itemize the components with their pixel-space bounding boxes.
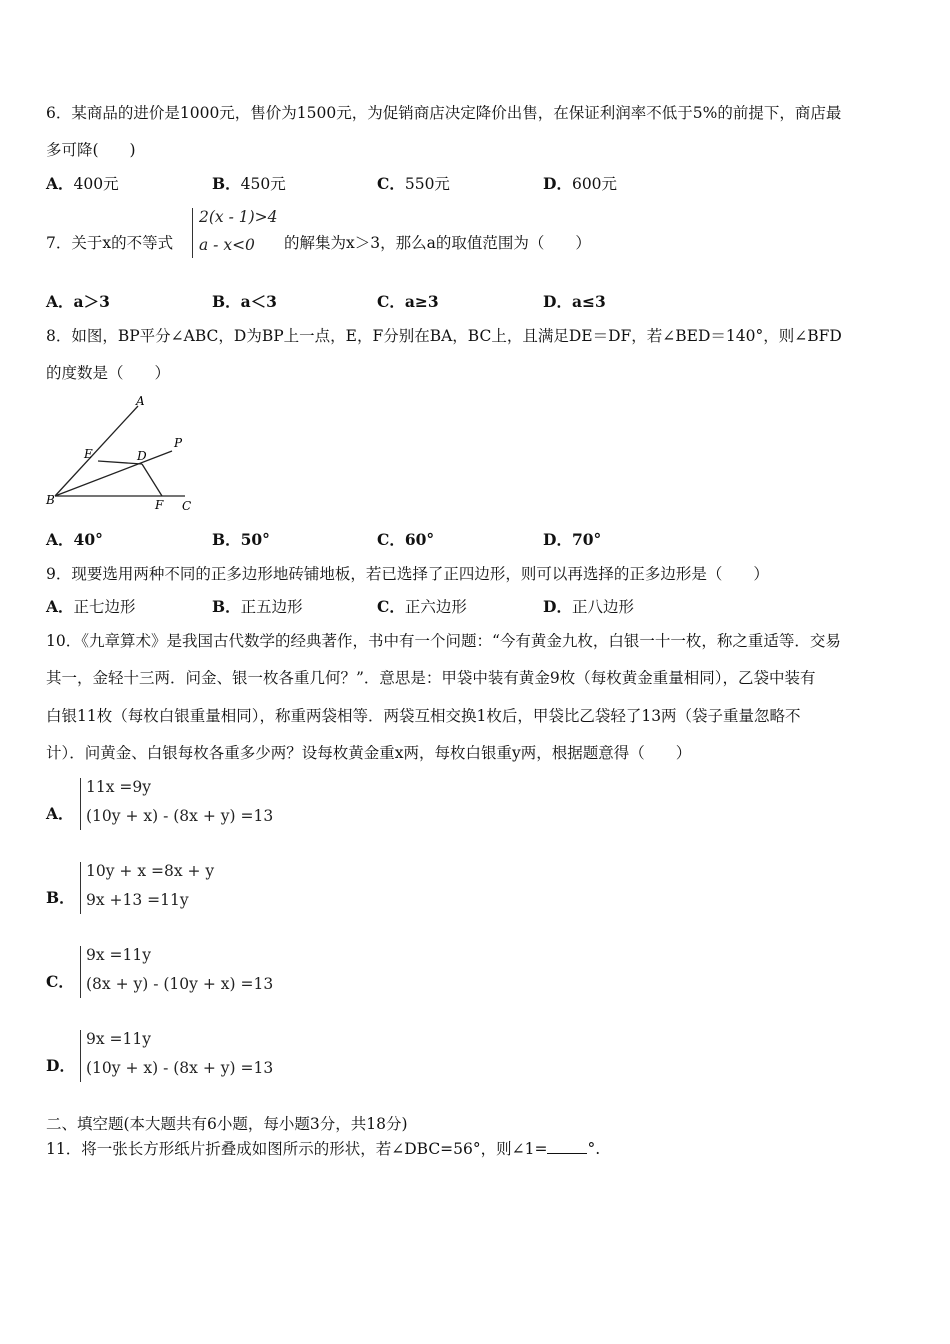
q8-geometry-figure xyxy=(40,392,200,516)
q7-option-a: A．a＞3 xyxy=(46,292,110,311)
q9-option-a: A．正七边形 xyxy=(46,597,136,616)
section2-heading: 二、填空题(本大题共有6小题，每小题3分，共18分) xyxy=(46,1115,408,1133)
q7-option-b: B．a＜3 xyxy=(212,292,277,311)
q7-sys-row1: 2(x - 1)>4 xyxy=(199,208,278,226)
label-e: E xyxy=(84,447,93,461)
segment-ed xyxy=(98,461,142,464)
q10-line4: 计）．问黄金、白银每枚各重多少两？设每枚黄金重x两，每枚白银重y两，根据题意得（ ） xyxy=(46,744,692,762)
q9-line1: 9．现要选用两种不同的正多边形地砖铺地板，若已选择了正四边形，则可以再选择的正多边形是（ ） xyxy=(46,565,769,583)
q9-option-c: C．正六边形 xyxy=(377,597,467,616)
label-d: D xyxy=(137,449,147,463)
q6-line1: 6．某商品的进价是1000元，售价为1500元，为促销商店决定降价出售，在保证利润率不低于5%的前提下，商店最 xyxy=(46,104,842,122)
q10-option-c-row2: (8x + y) - (10y + x) =13 xyxy=(86,975,274,993)
q10-option-c-row1: 9x =11y xyxy=(86,946,151,964)
q6-option-d: D．600元 xyxy=(543,174,618,193)
q10-option-a-brace xyxy=(80,778,81,830)
q8-option-d: D．70° xyxy=(543,530,602,549)
q10-option-a-row1: 11x =9y xyxy=(86,778,151,796)
q8-option-b: B．50° xyxy=(212,530,270,549)
label-f: F xyxy=(155,498,164,512)
q11-text: 11．将一张长方形纸片折叠成如图所示的形状，若∠DBC=56°，则∠1= xyxy=(46,1140,548,1158)
q10-option-d-system xyxy=(80,1028,300,1084)
q10-line3: 白银11枚（每枚白银重量相同），称重两袋相等．两袋互相交换1枚后，甲袋比乙袋轻了13两（袋子重量忽略不 xyxy=(46,707,801,725)
q10-option-a-row2: (10y + x) - (8x + y) =13 xyxy=(86,807,274,825)
q8-line1: 8．如图，BP平分∠ABC，D为BP上一点，E，F分别在BA，BC上，且满足DE＝DF，若∠BED＝140°，则∠BFD xyxy=(46,327,842,345)
q10-option-c-label: C． xyxy=(46,972,74,991)
q10-option-b-row2: 9x +13 =11y xyxy=(86,891,189,909)
q11-line xyxy=(46,1139,600,1159)
q6-option-a: A．400元 xyxy=(46,174,119,193)
q9-option-d: D．正八边形 xyxy=(543,597,634,616)
q6-line2: 多可降( ) xyxy=(46,141,136,159)
q8-option-c: C．60° xyxy=(377,530,435,549)
ray-ba xyxy=(55,406,138,496)
ray-bp xyxy=(55,451,172,496)
q10-option-c-brace xyxy=(80,946,81,998)
q9-option-b: B．正五边形 xyxy=(212,597,303,616)
q10-option-a-label: A． xyxy=(46,804,74,823)
q7-suffix: 的解集为x＞3，那么a的取值范围为（ ） xyxy=(284,234,591,252)
q10-option-d-label: D． xyxy=(46,1056,75,1075)
q6-option-c: C．550元 xyxy=(377,174,450,193)
q10-line2: 其一，金轻十三两．问金、银一枚各重几何？”．意思是：甲袋中装有黄金9枚（每枚黄金重量相同），乙袋中装有 xyxy=(46,669,816,687)
q8-option-a: A．40° xyxy=(46,530,103,549)
q10-option-b-system xyxy=(80,860,300,916)
q11-answer-blank[interactable] xyxy=(547,1139,587,1154)
q10-option-b-row1: 10y + x =8x + y xyxy=(86,862,215,880)
q10-line1: 10．《九章算术》是我国古代数学的经典著作，书中有一个问题：“今有黄金九枚，白银一十一枚，称之重适等．交易 xyxy=(46,632,841,650)
q10-option-a-system xyxy=(80,776,300,832)
label-c: C xyxy=(182,499,192,513)
label-p: P xyxy=(174,436,183,450)
q11-tail: °. xyxy=(587,1140,601,1158)
label-a: A xyxy=(136,394,145,408)
q7-prefix: 7．关于x的不等式 xyxy=(46,234,174,252)
q8-line2: 的度数是（ ） xyxy=(46,364,171,382)
q7-sys-row2: a - x<0 xyxy=(199,236,255,254)
q7-brace xyxy=(192,208,193,258)
q10-option-c-system xyxy=(80,944,300,1000)
q7-inequality-system xyxy=(192,206,292,260)
label-b: B xyxy=(46,493,55,507)
segment-df xyxy=(142,464,162,496)
q7-option-d: D．a≤3 xyxy=(543,292,606,311)
q6-option-b: B．450元 xyxy=(212,174,286,193)
q10-option-d-row1: 9x =11y xyxy=(86,1030,151,1048)
q7-option-c: C．a≥3 xyxy=(377,292,439,311)
q10-option-b-brace xyxy=(80,862,81,914)
q10-option-d-row2: (10y + x) - (8x + y) =13 xyxy=(86,1059,274,1077)
q10-option-b-label: B． xyxy=(46,888,75,907)
q10-option-d-brace xyxy=(80,1030,81,1082)
